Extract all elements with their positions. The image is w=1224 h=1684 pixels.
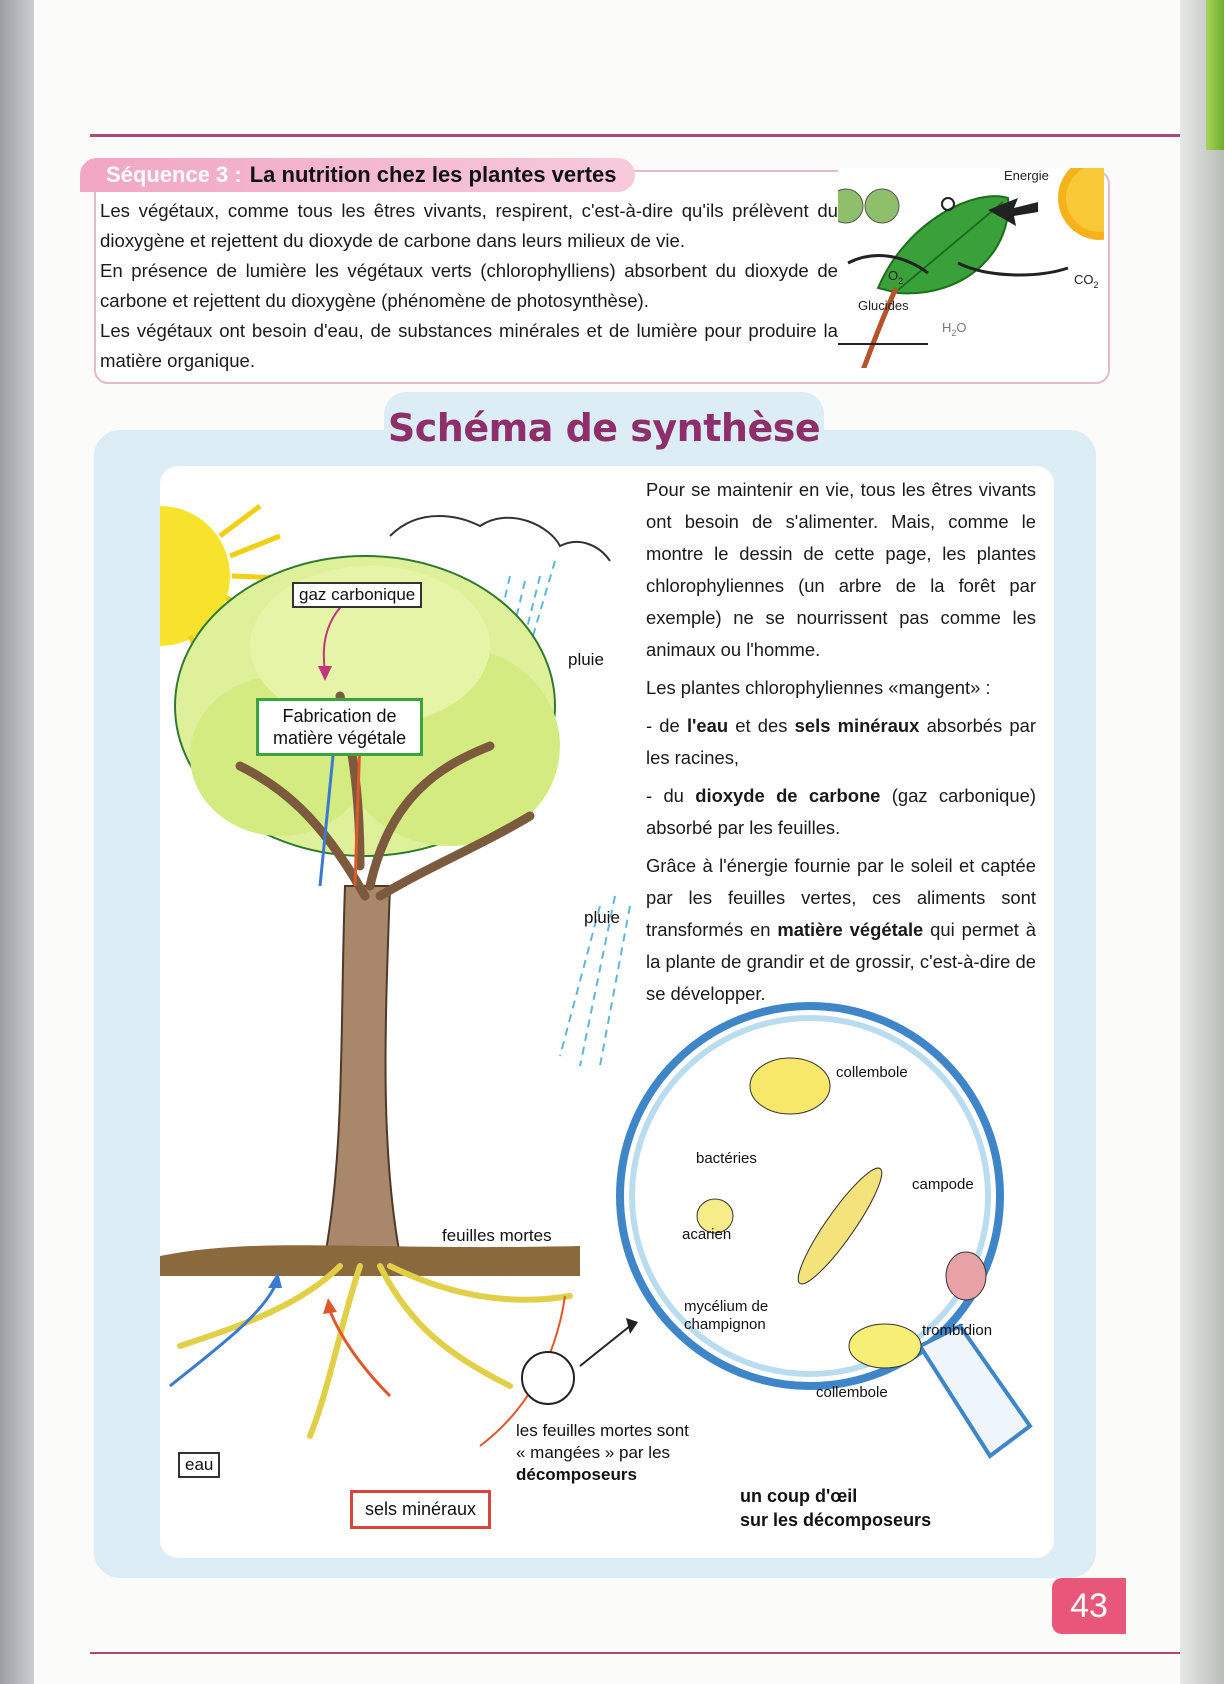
root-minerals-arrow-icon bbox=[330, 1311, 390, 1396]
sequence-tab bbox=[80, 158, 635, 192]
h2o-label: $H_2O$ bbox=[942, 320, 967, 338]
cloud-icon bbox=[390, 516, 610, 561]
synthesis-title: Schéma de synthèse bbox=[387, 406, 821, 450]
feuilles-mortes-label: feuilles mortes bbox=[442, 1226, 552, 1245]
tree-trunk-icon bbox=[325, 886, 400, 1256]
o2-label: $O_2$ bbox=[888, 268, 904, 286]
sequence-label: Séquence 3 : bbox=[106, 162, 242, 187]
litter-sample-icon bbox=[522, 1352, 574, 1404]
acarien-label: acarien bbox=[682, 1226, 732, 1243]
sequence-text bbox=[100, 196, 838, 376]
fabrication-label: Fabrication de matière végétale bbox=[256, 698, 423, 756]
decomposeurs-caption: les feuilles mortes sont « mangées » par les décomposeurs bbox=[516, 1421, 689, 1484]
bacteries-label: bactéries bbox=[696, 1150, 757, 1167]
pluie-label-bottom: pluie bbox=[584, 908, 620, 927]
trombidion-label: trombidion bbox=[922, 1322, 993, 1339]
bottom-rule bbox=[90, 1652, 1180, 1654]
eau-label: eau bbox=[178, 1452, 220, 1478]
collembole-label-top: collembole bbox=[836, 1064, 908, 1081]
page-number: 43 bbox=[1052, 1578, 1126, 1634]
zoom-arrow-icon bbox=[580, 1326, 630, 1366]
energy-label: Energie bbox=[1004, 168, 1049, 183]
sequence-paragraph-2: En présence de lumière les végétaux verts (chlorophylliens) absorbent du dioxyde de carbone et rejettent du dioxygène (phénomène de photosynthèse). bbox=[100, 260, 838, 311]
next-page-edge bbox=[1206, 0, 1224, 150]
glucides-label: Glucides bbox=[858, 298, 909, 313]
photosynthesis-figure bbox=[838, 168, 1104, 368]
sequence-title: La nutrition chez les plantes vertes bbox=[249, 162, 617, 187]
synthesis-paragraph-2: Les plantes chlorophyliennes «mangent» : bbox=[646, 677, 991, 698]
synthesis-paragraph-1: Pour se maintenir en vie, tous les êtres vivants ont besoin de s'alimenter. Mais, comme le montre le dessin de cette page, les plantes chlorophyliennes (un arbre de la forêt par exemple) ne se nourrissent pas comme les animaux ou l'homme. bbox=[646, 479, 1036, 660]
root-water-arrow-icon bbox=[170, 1286, 275, 1386]
top-rule bbox=[90, 134, 1180, 137]
scan-edge-right bbox=[1180, 0, 1224, 1684]
campode-label: campode bbox=[912, 1176, 974, 1193]
ground-litter-icon bbox=[160, 1245, 580, 1276]
coup-oeil-caption: un coup d'œil sur les décomposeurs bbox=[740, 1486, 932, 1530]
synthesis-paragraph-4: - du dioxyde de carbone (gaz carbonique) absorbé par les feuilles. bbox=[646, 785, 1036, 838]
synthesis-paragraph-5: Grâce à l'énergie fournie par le soleil et captée par les feuilles vertes, ces aliments sont transformés en matière végétale qui permet à la plante de grandir et de grossir, c'est-à-dire de se développer. bbox=[646, 855, 1036, 1004]
co2-label: $CO_2$ bbox=[1074, 272, 1099, 290]
sels-mineraux-label: sels minéraux bbox=[350, 1490, 491, 1529]
mycelium-label: mycélium de champignon bbox=[684, 1298, 769, 1333]
pluie-label-top: pluie bbox=[568, 650, 604, 669]
sequence-paragraph-3: Les végétaux ont besoin d'eau, de substances minérales et de lumière pour produire la matière organique. bbox=[100, 320, 838, 371]
roots-icon bbox=[180, 1266, 570, 1436]
tree-illustration bbox=[160, 466, 1054, 1558]
gaz-carbonique-label: gaz carbonique bbox=[292, 582, 422, 608]
synthesis-paragraph-3: - de l'eau et des sels minéraux absorbés par les racines, bbox=[646, 715, 1036, 768]
sequence-paragraph-1: Les végétaux, comme tous les êtres vivants, respirent, c'est-à-dire qu'ils prélèvent du dioxygène et rejettent du dioxyde de carbone dans leurs milieux de vie. bbox=[100, 200, 838, 251]
synthesis-tab bbox=[384, 392, 824, 464]
collembole-label-bottom: collembole bbox=[816, 1384, 888, 1401]
